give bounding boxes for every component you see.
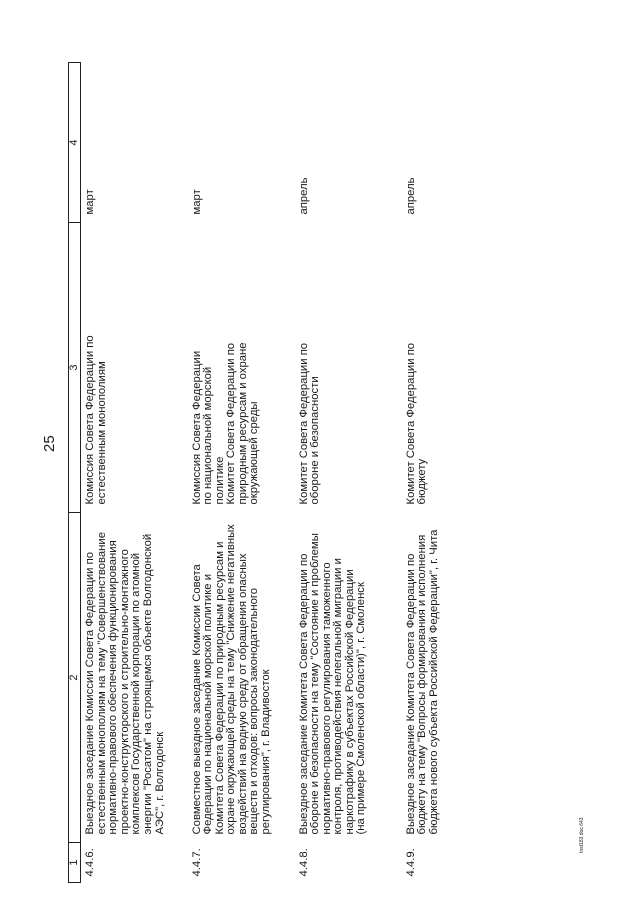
event-line: обороне и безопасности на тему "Состояние и проблемы (309, 533, 322, 835)
responsible-body (81, 223, 188, 513)
event-line: Выездное заседание Комиссии Совета Федерации по (84, 551, 96, 835)
responsible-line: политике (213, 456, 226, 505)
responsible-line: Комитет Совета Федерации по (225, 342, 238, 505)
event-month: март (84, 189, 96, 215)
event-line: энергии "Росатом" на строящемся объекте Волгодонской (141, 533, 154, 835)
responsible-line: по национальной морской (202, 366, 215, 505)
table-header-row (69, 63, 81, 883)
event-line: (на примере Смоленской области)", г. Смоленск (355, 582, 368, 835)
page-number: 25 (41, 435, 58, 452)
item-number: 4.4.9. (404, 848, 417, 877)
event-line: естественным монополиям на тему "Совершенствование (95, 531, 108, 835)
responsible-body (295, 223, 402, 513)
event-description (402, 513, 509, 843)
responsible-line: бюджету (416, 458, 429, 505)
event-month: март (190, 189, 203, 215)
event-line: Комитета Совета Федерации по природным ресурсам и (213, 541, 226, 835)
event-line: регулирования", г. Владивосток (260, 669, 273, 835)
event-line: веществ и отходов: вопросы законодательного (248, 587, 261, 835)
event-line: Выездное заседание Комитета Совета Федерации по (297, 553, 310, 835)
responsible-body (188, 223, 295, 513)
column-header-1: 1 (69, 843, 81, 883)
event-line: бюджета нового субъекта Российской Федерации", г. Чита (427, 529, 440, 835)
responsible-line: обороне и безопасности (309, 376, 322, 505)
event-month: апрель (297, 177, 310, 215)
event-line: Выездное заседание Комитета Совета Федерации по (404, 553, 417, 835)
column-header-4: 4 (69, 63, 81, 223)
responsible-line: Комитет Совета Федерации по (404, 342, 417, 505)
responsible-line: окружающей среды (248, 401, 261, 505)
event-line: охране окружающей среды на тему "Снижение негативных (225, 524, 238, 835)
responsible-line: естественным монополиям (95, 361, 108, 505)
event-line: контроля, противодействия нелегальной миграции и (332, 558, 345, 835)
table-row (402, 63, 509, 883)
column-header-3: 3 (69, 223, 81, 513)
responsible-line: природным ресурсам и охране (236, 342, 249, 505)
event-line: АЭС", г. Волгодонск (153, 731, 166, 835)
event-line: бюджету на тему "Вопросы формирования и исполнения (416, 534, 429, 835)
plan-table (68, 63, 516, 883)
event-description (188, 513, 295, 843)
event-description (81, 513, 188, 843)
table-row (81, 63, 188, 883)
event-line: проектно-конструкторского и строительно-монтажного (118, 549, 131, 835)
responsible-line: Комитет Совета Федерации по (297, 342, 310, 505)
event-line: воздействий на водную среду от обращения опасных (236, 553, 249, 835)
event-month: апрель (404, 177, 417, 215)
event-line: нормативно-правового обеспечения функционирования (107, 540, 120, 835)
event-line: Федерации по национальной морской политике и (202, 573, 215, 835)
table-row (295, 63, 402, 883)
column-header-2: 2 (69, 513, 81, 843)
item-number: 4.4.6. (84, 848, 96, 877)
event-line: комплексов Государственной корпорации по атомной (130, 552, 143, 835)
event-description (295, 513, 402, 843)
plan-table-grid (68, 62, 509, 883)
responsible-line: Комиссия Совета Федерации (190, 350, 203, 505)
event-line: нормативно-правового регулирования таможенного (320, 562, 333, 835)
item-number: 4.4.8. (297, 848, 310, 877)
table-row (188, 63, 295, 883)
responsible-line: Комиссия Совета Федерации по (84, 335, 96, 505)
event-line: наркотрафику в субъектах Российской Федерации (343, 569, 356, 835)
responsible-body (402, 223, 509, 513)
footer-code: Inst183.doc 643 (579, 817, 585, 853)
item-number: 4.4.7. (190, 848, 203, 877)
event-line: Совместное выездное заседание Комиссии Совета (190, 564, 203, 835)
